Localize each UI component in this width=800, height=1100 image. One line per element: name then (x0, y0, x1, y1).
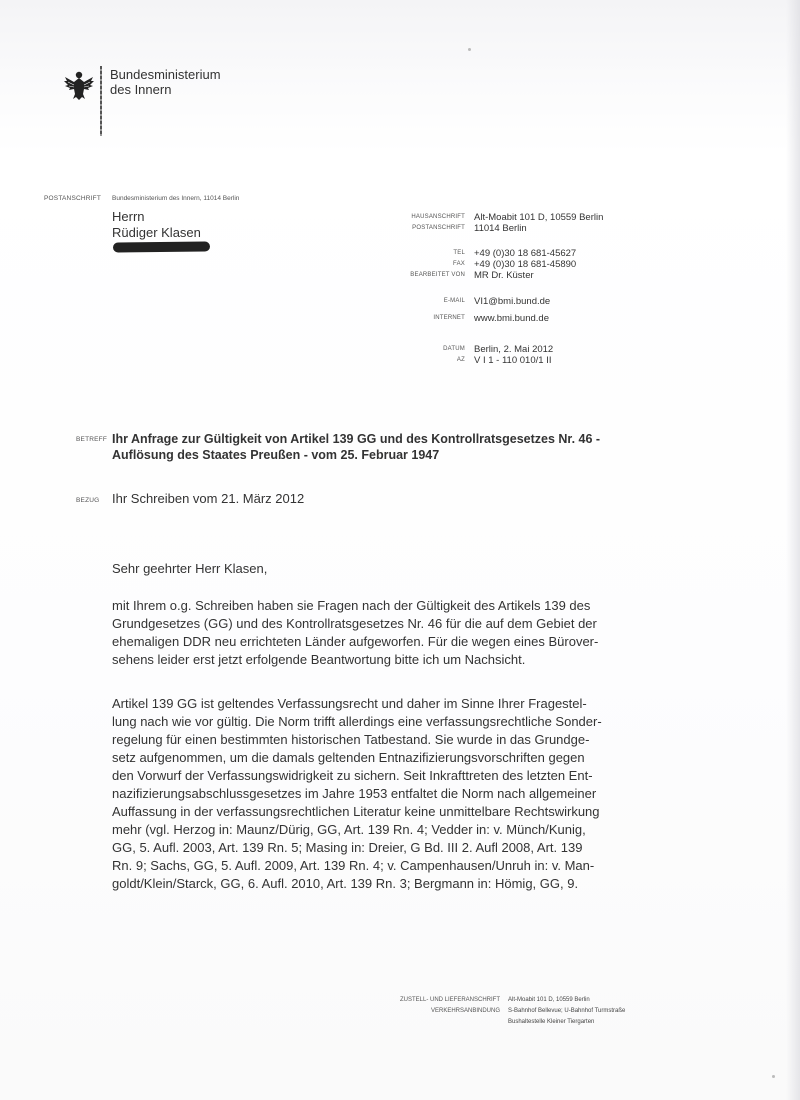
paper-edge-shadow (786, 0, 800, 1100)
scan-speck (772, 1075, 775, 1078)
subject-line-2: Auflösung des Staates Preußen - vom 25. Februar 1947 (112, 448, 440, 462)
subject-line-1: Ihr Anfrage zur Gültigkeit von Artikel 139 GG und des Kontrollratsgesetzes Nr. 46 - (112, 432, 601, 446)
info-spacer (380, 324, 640, 344)
paragraph-line: setz aufgenommen, um die damals geltenden Entnazifizierungsvorschriften gegen (112, 750, 585, 765)
info-row (380, 355, 640, 366)
info-key: AZ (456, 357, 465, 363)
ministry-name (110, 67, 221, 97)
letterhead-divider (100, 66, 102, 136)
info-row (380, 259, 640, 270)
paragraph-line: ehemaligen DDR neu errichteten Länder aufgeworfen. Für die wegen eines Bürover- (112, 634, 599, 649)
paragraph-line: mit Ihrem o.g. Schreiben haben sie Fragen nach der Gültigkeit des Artikels 139 des (112, 598, 591, 613)
info-value: MR Dr. Küster (474, 270, 534, 281)
info-spacer (380, 281, 640, 296)
info-value: Berlin, 2. Mai 2012 (474, 344, 554, 355)
info-key: INTERNET (433, 315, 465, 321)
addressee-block (112, 209, 201, 241)
paragraph-line: lung nach wie vor gültig. Die Norm trifft allerdings eine verfassungsrechtliche Sonder- (112, 714, 602, 729)
info-key: DATUM (443, 346, 465, 352)
info-spacer (380, 234, 640, 248)
ministry-line-2: des Innern (110, 82, 172, 97)
reference-line: Ihr Schreiben vom 21. März 2012 (112, 491, 305, 506)
info-key: BEARBEITET VON (410, 272, 465, 278)
info-value: +49 (0)30 18 681-45890 (474, 259, 577, 270)
info-value: Alt-Moabit 101 D, 10559 Berlin (474, 212, 604, 223)
postanschrift-label: POSTANSCHRIFT (44, 195, 102, 202)
footer-value: Bushaltestelle Kleiner Tiergarten (508, 1019, 595, 1025)
betreff-label: BETREFF (76, 436, 108, 443)
federal-eagle-icon (62, 68, 96, 102)
letter-salutation: Sehr geehrter Herr Klasen, (112, 561, 268, 576)
paragraph-line: Rn. 9; Sachs, GG, 5. Aufl. 2009, Art. 139 Rn. 4; v. Campenhausen/Unruh in: v. Man- (112, 858, 595, 873)
info-row (380, 296, 640, 313)
paragraph-line: goldt/Klein/Starck, GG, 6. Aufl. 2010, Art. 139 Rn. 3; Bergmann in: Hömig, GG, 9. (112, 876, 579, 891)
paragraph-line: Auffassung in der verfassungsrechtlichen Literatur keine unmittelbare Rechtswirkung (112, 804, 600, 819)
paragraph-line: sehens leider erst jetzt erfolgende Beantwortung bitte ich um Nachsicht. (112, 652, 526, 667)
footer-value: Alt-Moabit 101 D, 10559 Berlin (508, 997, 590, 1003)
paragraph-line: den Vorwurf der Verfassungswidrigkeit zu sichern. Seit Inkrafttreten des letzten Ent- (112, 768, 593, 783)
info-value: +49 (0)30 18 681-45627 (474, 248, 577, 259)
footer-value: S-Bahnhof Bellevue; U-Bahnhof Turmstraße (508, 1008, 626, 1014)
info-key: FAX (453, 261, 465, 267)
info-row (380, 248, 640, 259)
info-key: E-MAIL (443, 298, 465, 304)
sender-info-block (380, 212, 640, 366)
info-row (380, 313, 640, 324)
scan-speck (468, 48, 471, 51)
info-value: VI1@bmi.bund.de (474, 296, 551, 307)
bezug-label: BEZUG (76, 497, 100, 504)
paragraph-line: nazifizierungsabschlussgesetzes im Jahre 1953 entfaltet die Norm nach allgemeiner (112, 786, 597, 801)
info-value: www.bmi.bund.de (474, 313, 549, 324)
subject-line (112, 431, 672, 463)
paragraph-line: mehr (vgl. Herzog in: Maunz/Dürig, GG, Art. 139 Rn. 4; Vedder in: v. Münch/Kunig, (112, 822, 586, 837)
paragraph-line: GG, 5. Aufl. 2003, Art. 139 Rn. 5; Masing in: Dreier, G Bd. III 2. Aufl 2008, Art. 139 (112, 840, 583, 855)
paragraph-1 (112, 597, 672, 669)
paragraph-line: Grundgesetzes (GG) und des Kontrollratsgesetzes Nr. 46 für die auf dem Gebiet der (112, 616, 597, 631)
footer-key: VERKEHRSANBINDUNG (430, 1008, 500, 1014)
info-key: HAUSANSCHRIFT (411, 214, 465, 220)
addressee-name: Rüdiger Klasen (112, 225, 201, 240)
paragraph-2 (112, 695, 672, 893)
addressee-salutation: Herrn (112, 209, 145, 224)
ministry-line-1: Bundesministerium (110, 67, 221, 82)
info-value: V I 1 - 110 010/1 II (474, 355, 552, 366)
paragraph-line: Artikel 139 GG ist geltendes Verfassungsrecht und daher im Sinne Ihrer Fragestel- (112, 696, 587, 711)
info-value: 11014 Berlin (474, 223, 527, 234)
info-row (380, 212, 640, 223)
redaction-mark (113, 241, 210, 252)
info-key: TEL (453, 250, 465, 256)
postanschrift-text: Bundesministerium des Innern, 11014 Berlin (112, 195, 240, 202)
info-key: POSTANSCHRIFT (412, 225, 465, 231)
info-row (380, 270, 640, 281)
info-row (380, 344, 640, 355)
info-row (380, 223, 640, 234)
paragraph-line: regelung für einen bestimmten historischen Tatbestand. Sie wurde in das Grundge- (112, 732, 590, 747)
footer-key: ZUSTELL- UND LIEFERANSCHRIFT (399, 997, 500, 1003)
